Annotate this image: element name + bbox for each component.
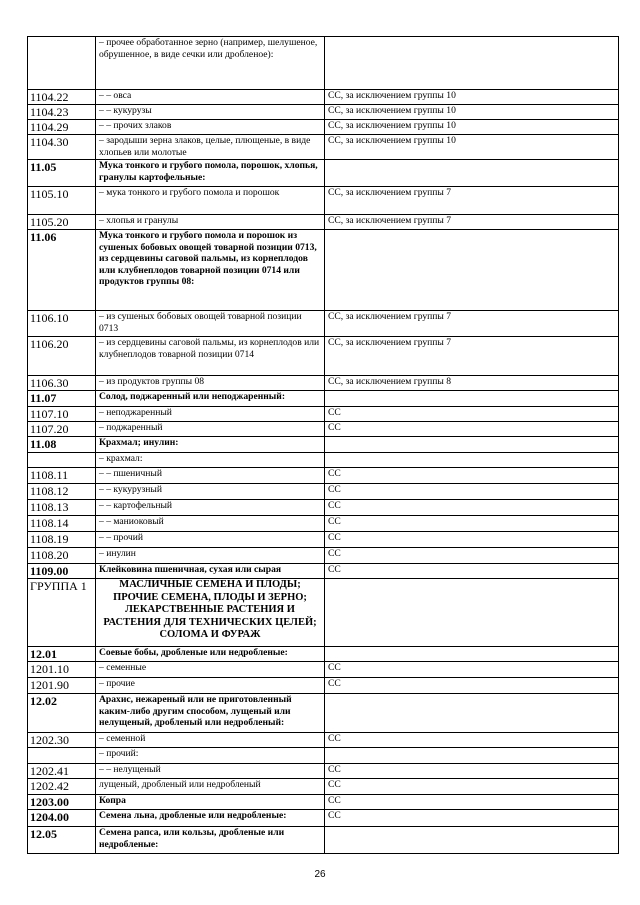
certification-cell bbox=[325, 647, 619, 662]
description-cell: Соевые бобы, дробленые или недробленые: bbox=[96, 647, 325, 662]
certification-cell bbox=[325, 694, 619, 733]
table-row bbox=[28, 516, 619, 532]
description-cell: Мука тонкого и грубого помола, порошок, хлопья, гранулы картофельные: bbox=[96, 160, 325, 187]
description-cell: – семенные bbox=[96, 662, 325, 678]
certification-cell: СС, за исключением группы 7 bbox=[325, 215, 619, 230]
description-cell: – – пшеничный bbox=[96, 468, 325, 484]
certification-cell: СС, за исключением группы 7 bbox=[325, 337, 619, 376]
tariff-table bbox=[27, 36, 619, 854]
code-cell: 1104.22 bbox=[28, 90, 96, 105]
code-cell bbox=[28, 37, 96, 90]
certification-cell: СС bbox=[325, 733, 619, 748]
description-cell: – прочее обработанное зерно (например, шелушеное, обрушенное, в виде сечки или дробленое): bbox=[96, 37, 325, 90]
code-cell: 1105.20 bbox=[28, 215, 96, 230]
table-row bbox=[28, 311, 619, 337]
description-cell: Арахис, нежареный или не приготовленный каким-либо другим способом, лущеный или нелущеный, дробленый или недробленый: bbox=[96, 694, 325, 733]
code-cell bbox=[28, 453, 96, 468]
description-cell: МАСЛИЧНЫЕ СЕМЕНА И ПЛОДЫ; ПРОЧИЕ СЕМЕНА, ПЛОДЫ И ЗЕРНО; ЛЕКАРСТВЕННЫЕ РАСТЕНИЯ И РАСТЕНИЯ ДЛЯ ТЕХНИЧЕСКИХ ЦЕЛЕЙ; СОЛОМА И ФУРАЖ bbox=[96, 579, 325, 647]
code-cell: 1106.20 bbox=[28, 337, 96, 376]
certification-cell: СС, за исключением группы 10 bbox=[325, 120, 619, 135]
certification-cell bbox=[325, 437, 619, 453]
table-row bbox=[28, 733, 619, 748]
description-cell: – из сердцевины саговой пальмы, из корнеплодов или клубнеплодов товарной позиции 0714 bbox=[96, 337, 325, 376]
certification-cell: СС bbox=[325, 564, 619, 579]
table-row bbox=[28, 376, 619, 391]
code-cell: 1104.23 bbox=[28, 105, 96, 120]
description-cell: Семена льна, дробленые или недробленые: bbox=[96, 810, 325, 827]
description-cell: Крахмал; инулин: bbox=[96, 437, 325, 453]
table-row bbox=[28, 135, 619, 160]
table-row bbox=[28, 468, 619, 484]
table-row bbox=[28, 230, 619, 311]
table-row bbox=[28, 120, 619, 135]
table-row bbox=[28, 391, 619, 407]
code-cell: 1201.90 bbox=[28, 678, 96, 694]
description-cell: – из сушеных бобовых овощей товарной позиции 0713 bbox=[96, 311, 325, 337]
page-number: 26 bbox=[314, 869, 326, 880]
code-cell: 1104.29 bbox=[28, 120, 96, 135]
description-cell: Семена рапса, или кользы, дробленые или недробленые: bbox=[96, 827, 325, 854]
table-body bbox=[28, 37, 619, 854]
certification-cell: СС bbox=[325, 407, 619, 422]
code-cell: 11.06 bbox=[28, 230, 96, 311]
certification-cell: СС, за исключением группы 10 bbox=[325, 135, 619, 160]
description-cell: – инулин bbox=[96, 548, 325, 564]
table-row bbox=[28, 579, 619, 647]
table-row bbox=[28, 764, 619, 779]
table-row bbox=[28, 422, 619, 437]
certification-cell: СС bbox=[325, 764, 619, 779]
code-cell: 1201.10 bbox=[28, 662, 96, 678]
table-row bbox=[28, 187, 619, 215]
code-cell: 1108.19 bbox=[28, 532, 96, 548]
description-cell: – семенной bbox=[96, 733, 325, 748]
description-cell: – неподжаренный bbox=[96, 407, 325, 422]
table-row bbox=[28, 484, 619, 500]
certification-cell bbox=[325, 579, 619, 647]
table-row bbox=[28, 37, 619, 90]
certification-cell: СС, за исключением группы 10 bbox=[325, 90, 619, 105]
certification-cell: СС bbox=[325, 500, 619, 516]
description-cell: Солод, поджаренный или неподжаренный: bbox=[96, 391, 325, 407]
code-cell: 12.05 bbox=[28, 827, 96, 854]
description-cell: – – овса bbox=[96, 90, 325, 105]
description-cell: лущеный, дробленый или недробленый bbox=[96, 779, 325, 795]
certification-cell: СС, за исключением группы 8 bbox=[325, 376, 619, 391]
code-cell: 1109.00 bbox=[28, 564, 96, 579]
code-cell: 1202.42 bbox=[28, 779, 96, 795]
code-cell: 11.07 bbox=[28, 391, 96, 407]
description-cell: – зародыши зерна злаков, целые, плющеные, в виде хлопьев или молотые bbox=[96, 135, 325, 160]
code-cell: 12.02 bbox=[28, 694, 96, 733]
table-row bbox=[28, 160, 619, 187]
certification-cell: СС bbox=[325, 779, 619, 795]
table-row bbox=[28, 105, 619, 120]
table-row bbox=[28, 779, 619, 795]
certification-cell: СС, за исключением группы 10 bbox=[325, 105, 619, 120]
description-cell: Копра bbox=[96, 795, 325, 810]
code-cell: 11.05 bbox=[28, 160, 96, 187]
table-row bbox=[28, 662, 619, 678]
code-cell: 1204.00 bbox=[28, 810, 96, 827]
description-cell: – из продуктов группы 08 bbox=[96, 376, 325, 391]
certification-cell: СС bbox=[325, 548, 619, 564]
certification-cell bbox=[325, 37, 619, 90]
code-cell: 12.01 bbox=[28, 647, 96, 662]
code-cell: 1108.12 bbox=[28, 484, 96, 500]
table-row bbox=[28, 748, 619, 764]
description-cell: – – кукурузный bbox=[96, 484, 325, 500]
code-cell: 1108.20 bbox=[28, 548, 96, 564]
code-cell: 1106.10 bbox=[28, 311, 96, 337]
table-row bbox=[28, 500, 619, 516]
table-row bbox=[28, 453, 619, 468]
code-cell: 1107.10 bbox=[28, 407, 96, 422]
description-cell: – мука тонкого и грубого помола и порошок bbox=[96, 187, 325, 215]
code-cell: 1106.30 bbox=[28, 376, 96, 391]
table-row bbox=[28, 795, 619, 810]
code-cell: 1105.10 bbox=[28, 187, 96, 215]
description-cell: Мука тонкого и грубого помола и порошок из сушеных бобовых овощей товарной позиции 0713, из сердцевины саговой пальмы, из корнеплодов или клубнеплодов товарной позиции 0714 или продуктов группы 08: bbox=[96, 230, 325, 311]
certification-cell bbox=[325, 748, 619, 764]
code-cell: 11.08 bbox=[28, 437, 96, 453]
certification-cell: СС bbox=[325, 678, 619, 694]
code-cell bbox=[28, 748, 96, 764]
table-row bbox=[28, 647, 619, 662]
table-row bbox=[28, 564, 619, 579]
code-cell: 1108.13 bbox=[28, 500, 96, 516]
description-cell: – – прочих злаков bbox=[96, 120, 325, 135]
code-cell: 1203.00 bbox=[28, 795, 96, 810]
description-cell: – прочий: bbox=[96, 748, 325, 764]
table-row bbox=[28, 215, 619, 230]
table-row bbox=[28, 827, 619, 854]
code-cell: 1108.14 bbox=[28, 516, 96, 532]
certification-cell: СС bbox=[325, 532, 619, 548]
code-cell: 1202.30 bbox=[28, 733, 96, 748]
certification-cell bbox=[325, 391, 619, 407]
description-cell: – – прочий bbox=[96, 532, 325, 548]
certification-cell bbox=[325, 453, 619, 468]
code-cell: ГРУППА 1 bbox=[28, 579, 96, 647]
certification-cell: СС bbox=[325, 468, 619, 484]
table-row bbox=[28, 694, 619, 733]
code-cell: 1107.20 bbox=[28, 422, 96, 437]
certification-cell bbox=[325, 160, 619, 187]
description-cell: Клейковина пшеничная, сухая или сырая bbox=[96, 564, 325, 579]
certification-cell: СС bbox=[325, 810, 619, 827]
description-cell: – – нелущеный bbox=[96, 764, 325, 779]
certification-cell bbox=[325, 230, 619, 311]
description-cell: – – маниоковый bbox=[96, 516, 325, 532]
description-cell: – хлопья и гранулы bbox=[96, 215, 325, 230]
table-row bbox=[28, 678, 619, 694]
table-row bbox=[28, 437, 619, 453]
table-row bbox=[28, 337, 619, 376]
certification-cell: СС, за исключением группы 7 bbox=[325, 187, 619, 215]
certification-cell: СС bbox=[325, 422, 619, 437]
table-row bbox=[28, 407, 619, 422]
table-row bbox=[28, 532, 619, 548]
table-row bbox=[28, 810, 619, 827]
certification-cell: СС bbox=[325, 484, 619, 500]
description-cell: – – картофельный bbox=[96, 500, 325, 516]
table-row bbox=[28, 90, 619, 105]
certification-cell: СС, за исключением группы 7 bbox=[325, 311, 619, 337]
description-cell: – поджаренный bbox=[96, 422, 325, 437]
certification-cell: СС bbox=[325, 662, 619, 678]
table-row bbox=[28, 548, 619, 564]
certification-cell: СС bbox=[325, 516, 619, 532]
code-cell: 1108.11 bbox=[28, 468, 96, 484]
description-cell: – прочие bbox=[96, 678, 325, 694]
code-cell: 1104.30 bbox=[28, 135, 96, 160]
description-cell: – – кукурузы bbox=[96, 105, 325, 120]
certification-cell bbox=[325, 827, 619, 854]
description-cell: – крахмал: bbox=[96, 453, 325, 468]
certification-cell: СС bbox=[325, 795, 619, 810]
code-cell: 1202.41 bbox=[28, 764, 96, 779]
